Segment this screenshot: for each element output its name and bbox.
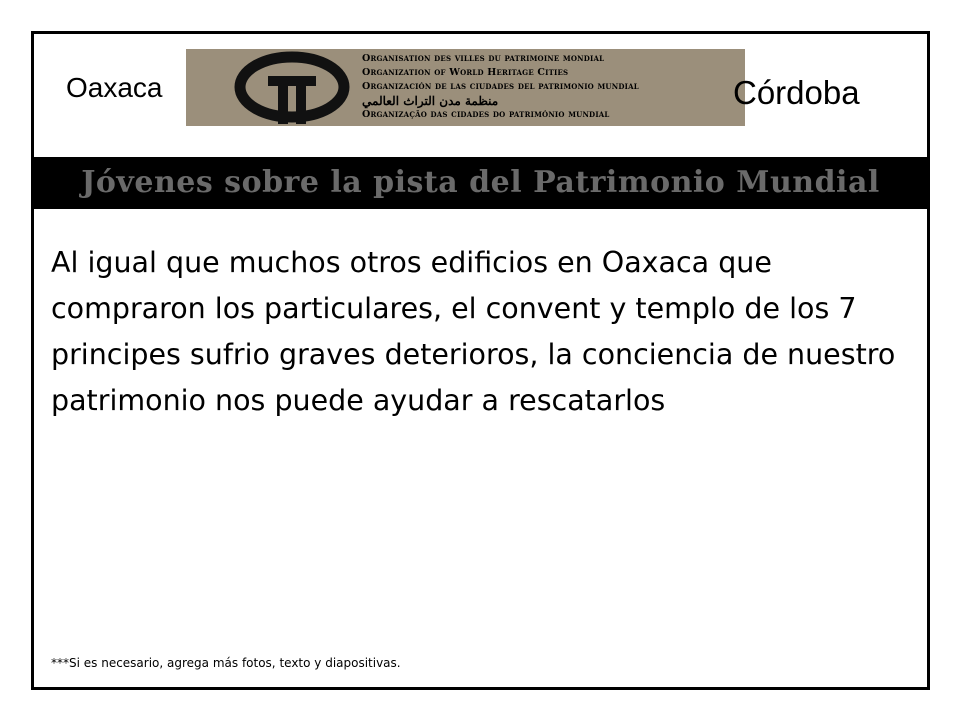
banner-text-block: [362, 52, 742, 122]
banner-line-ar: منظمة مدن التراث العالمي: [362, 94, 499, 108]
body-paragraph: Al igual que muchos otros edificios en Oaxaca que compraron los particulares, el convent y templo de los 7 principes sufrio graves deterioros, la conciencia de nuestro patrimonio nos puede ayudar a rescatarlos: [51, 246, 896, 417]
title-bar: [34, 157, 927, 209]
city-left-label: Oaxaca: [66, 72, 163, 103]
owhc-banner: [186, 49, 745, 126]
banner-line-es: Organización de las ciudades del patrimonio mundial: [362, 81, 639, 92]
slide-title: Jóvenes sobre la pista del Patrimonio Mundial: [81, 165, 880, 200]
footnote: ***Si es necesario, agrega más fotos, texto y diapositivas.: [51, 656, 401, 670]
banner-line-en: Organization of World Heritage Cities: [362, 67, 569, 78]
city-right-label: Córdoba: [733, 74, 860, 111]
banner-line-fr: Organisation des villes du patrimoine mondial: [362, 53, 605, 64]
owhc-emblem-icon: [232, 49, 352, 126]
banner-line-pt: Organização das cidades do património mundial: [362, 109, 610, 120]
